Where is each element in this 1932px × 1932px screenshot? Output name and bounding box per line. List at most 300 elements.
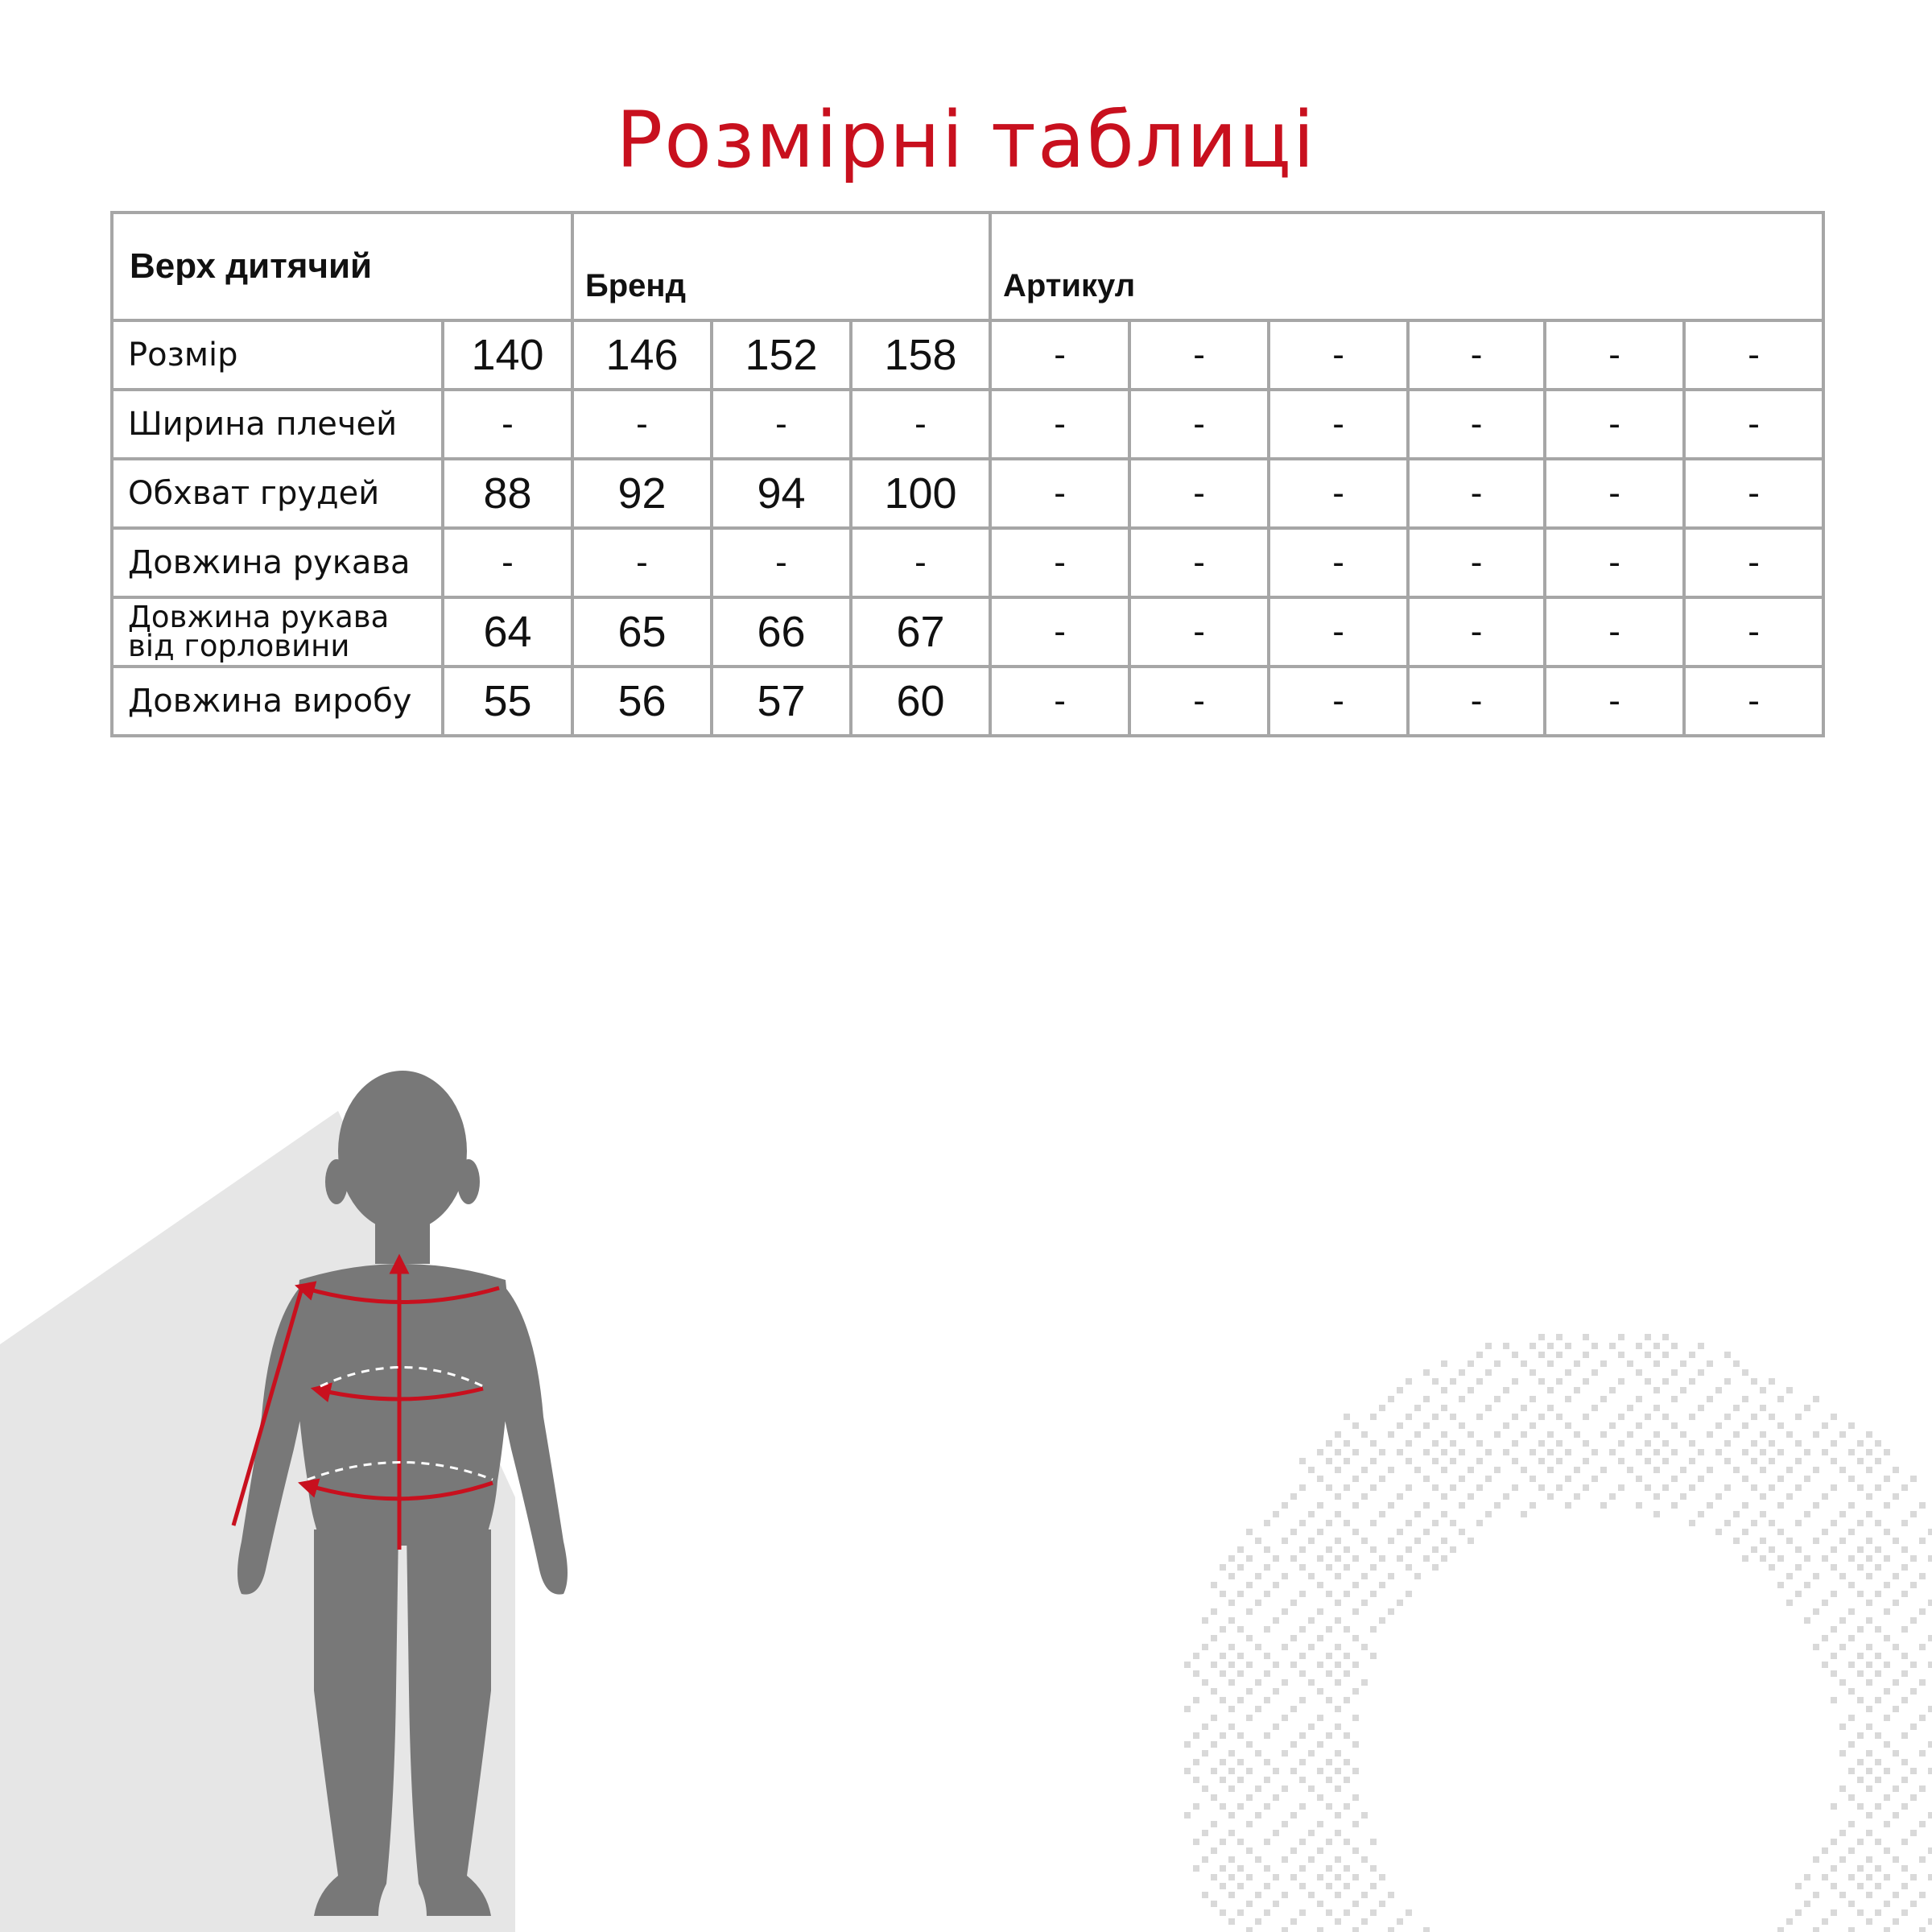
ornament-pixel bbox=[1335, 1892, 1341, 1898]
ornament-pixel bbox=[1255, 1812, 1261, 1818]
row-label-size: Розмір bbox=[112, 320, 443, 390]
ornament-pixel bbox=[1530, 1396, 1536, 1402]
ornament-pixel bbox=[1220, 1839, 1226, 1845]
ornament-pixel bbox=[1512, 1440, 1518, 1447]
ornament-pixel bbox=[1804, 1582, 1810, 1588]
ornament-pixel bbox=[1406, 1546, 1412, 1553]
ornament-pixel bbox=[1308, 1856, 1315, 1863]
ornament-pixel bbox=[1193, 1839, 1199, 1845]
table-cell: - bbox=[1684, 320, 1823, 390]
ornament-pixel bbox=[1317, 1635, 1323, 1641]
ornament-pixel bbox=[1565, 1476, 1571, 1482]
ornament-pixel bbox=[1299, 1732, 1306, 1739]
ornament-pixel bbox=[1769, 1564, 1775, 1571]
ornament-pixel bbox=[1388, 1467, 1394, 1473]
ornament-pixel bbox=[1769, 1484, 1775, 1491]
article-label: Артикул bbox=[990, 213, 1823, 320]
ornament-pixel bbox=[1760, 1449, 1766, 1455]
ornament-pixel bbox=[1432, 1520, 1439, 1526]
ornament-pixel bbox=[1574, 1387, 1580, 1393]
ornament-pixel bbox=[1326, 1732, 1332, 1739]
ornament-pixel bbox=[1901, 1546, 1908, 1553]
ornament-pixel bbox=[1468, 1467, 1474, 1473]
ornament-pixel bbox=[1848, 1449, 1855, 1455]
table-cell: - bbox=[1129, 390, 1269, 459]
ornament-pixel bbox=[1317, 1715, 1323, 1721]
table-cell: - bbox=[1269, 390, 1408, 459]
ornament-pixel bbox=[1370, 1520, 1377, 1526]
ornament-pixel bbox=[1317, 1847, 1323, 1854]
ornament-pixel bbox=[1450, 1378, 1456, 1385]
ornament-pixel bbox=[1733, 1538, 1740, 1544]
ornament-pixel bbox=[1866, 1856, 1872, 1863]
ornament-pixel bbox=[1742, 1396, 1748, 1402]
ornament-pixel bbox=[1901, 1865, 1908, 1872]
table-cell: - bbox=[572, 528, 712, 597]
ornament-pixel bbox=[1476, 1352, 1483, 1358]
ornament-pixel bbox=[1742, 1369, 1748, 1376]
ornament-pixel bbox=[1618, 1378, 1624, 1385]
ornament-pixel bbox=[1848, 1847, 1855, 1854]
ornament-pixel bbox=[1441, 1511, 1447, 1517]
ornament-pixel bbox=[1406, 1520, 1412, 1526]
ornament-pixel bbox=[1884, 1901, 1890, 1907]
ornament-pixel bbox=[1689, 1352, 1695, 1358]
ornament-pixel bbox=[1839, 1856, 1846, 1863]
ornament-pixel bbox=[1928, 1812, 1932, 1818]
ornament-pixel bbox=[1202, 1830, 1208, 1836]
ornament-pixel bbox=[1299, 1670, 1306, 1677]
ornament-pixel bbox=[1822, 1847, 1828, 1854]
ornament-pixel bbox=[1875, 1564, 1881, 1571]
ornament-pixel bbox=[1326, 1865, 1332, 1872]
ornament-pixel bbox=[1530, 1449, 1536, 1455]
ornament-pixel bbox=[1724, 1352, 1731, 1358]
ornament-pixel bbox=[1299, 1759, 1306, 1765]
ornament-pixel bbox=[1237, 1626, 1244, 1633]
ornament-pixel bbox=[1760, 1387, 1766, 1393]
ornament-pixel bbox=[1530, 1369, 1536, 1376]
ornament-pixel bbox=[1264, 1546, 1270, 1553]
table-cell: - bbox=[1684, 459, 1823, 528]
ornament-pixel bbox=[1893, 1750, 1899, 1757]
ornament-pixel bbox=[1822, 1449, 1828, 1455]
ornament-pixel bbox=[1609, 1387, 1616, 1393]
ornament-pixel bbox=[1193, 1803, 1199, 1810]
ornament-pixel bbox=[1237, 1670, 1244, 1677]
ornament-pixel bbox=[1494, 1467, 1501, 1473]
ornament-pixel bbox=[1317, 1476, 1323, 1482]
ornament-pixel bbox=[1228, 1662, 1235, 1668]
ornament-pixel bbox=[1627, 1360, 1633, 1367]
ornament-pixel bbox=[1795, 1909, 1802, 1916]
ornament-pixel bbox=[1680, 1493, 1686, 1500]
ornament-pixel bbox=[1317, 1874, 1323, 1880]
ornament-pixel bbox=[1530, 1343, 1536, 1349]
ornament-pixel bbox=[1901, 1591, 1908, 1597]
ornament-pixel bbox=[1423, 1502, 1430, 1509]
ornament-pixel bbox=[1388, 1396, 1394, 1402]
ornament-pixel bbox=[1901, 1803, 1908, 1810]
ornament-pixel bbox=[1255, 1856, 1261, 1863]
ornament-pixel bbox=[1220, 1697, 1226, 1703]
ornament-pixel bbox=[1884, 1821, 1890, 1827]
ornament-pixel bbox=[1290, 1812, 1297, 1818]
ornament-pixel bbox=[1742, 1422, 1748, 1429]
ornament-pixel bbox=[1432, 1378, 1439, 1385]
ornament-pixel bbox=[1901, 1697, 1908, 1703]
ornament-pixel bbox=[1769, 1378, 1775, 1385]
ornament-pixel bbox=[1901, 1732, 1908, 1739]
ornament-pixel bbox=[1184, 1662, 1191, 1668]
table-cell: 57 bbox=[712, 667, 851, 736]
ornament-pixel bbox=[1662, 1334, 1669, 1340]
ornament-pixel bbox=[1335, 1785, 1341, 1792]
ornament-pixel bbox=[1556, 1334, 1563, 1340]
ornament-pixel bbox=[1344, 1458, 1350, 1464]
ornament-pixel bbox=[1910, 1768, 1917, 1774]
ornament-pixel bbox=[1228, 1600, 1235, 1606]
ornament-pixel bbox=[1246, 1555, 1253, 1562]
ornament-pixel bbox=[1547, 1343, 1554, 1349]
ornament-pixel bbox=[1760, 1511, 1766, 1517]
ornament-pixel bbox=[1308, 1644, 1315, 1650]
ornament-pixel bbox=[1344, 1564, 1350, 1571]
ornament-pixel bbox=[1742, 1502, 1748, 1509]
ornament-pixel bbox=[1290, 1493, 1297, 1500]
table-cell: 66 bbox=[712, 597, 851, 667]
ornament-pixel bbox=[1627, 1405, 1633, 1411]
ornament-pixel bbox=[1352, 1874, 1359, 1880]
ornament-pixel bbox=[1361, 1918, 1368, 1925]
ornament-pixel bbox=[1875, 1591, 1881, 1597]
table-row bbox=[112, 320, 1823, 390]
ornament-pixel bbox=[1237, 1697, 1244, 1703]
ornament-pixel bbox=[1901, 1909, 1908, 1916]
ornament-pixel bbox=[1255, 1600, 1261, 1606]
ornament-pixel bbox=[1335, 1856, 1341, 1863]
ornament-pixel bbox=[1282, 1821, 1288, 1827]
ornament-pixel bbox=[1273, 1830, 1279, 1836]
ornament-pixel bbox=[1202, 1750, 1208, 1757]
ornament-pixel bbox=[1352, 1449, 1359, 1455]
ornament-pixel bbox=[1264, 1883, 1270, 1889]
table-cell: - bbox=[990, 390, 1129, 459]
ornament-pixel bbox=[1211, 1901, 1217, 1907]
ornament-pixel bbox=[1901, 1777, 1908, 1783]
ornament-pixel bbox=[1335, 1600, 1341, 1606]
ornament-pixel bbox=[1831, 1697, 1837, 1703]
ornament-pixel bbox=[1290, 1741, 1297, 1748]
ornament-pixel bbox=[1707, 1396, 1713, 1402]
ornament-pixel bbox=[1831, 1839, 1837, 1845]
ornament-pixel bbox=[1255, 1706, 1261, 1712]
ornament-pixel bbox=[1689, 1458, 1695, 1464]
ornament-pixel bbox=[1370, 1909, 1377, 1916]
ornament-pixel bbox=[1556, 1440, 1563, 1447]
table-cell: - bbox=[1684, 528, 1823, 597]
ornament-pixel bbox=[1698, 1511, 1704, 1517]
ornament-pixel bbox=[1344, 1839, 1350, 1845]
ornament-pixel bbox=[1839, 1538, 1846, 1544]
ornament-pixel bbox=[1645, 1378, 1651, 1385]
ornament-pixel bbox=[1636, 1476, 1642, 1482]
ornament-pixel bbox=[1308, 1785, 1315, 1792]
ornament-pixel bbox=[1583, 1458, 1589, 1464]
ornament-pixel bbox=[1299, 1865, 1306, 1872]
ornament-pixel bbox=[1184, 1812, 1191, 1818]
ornament-pixel bbox=[1246, 1688, 1253, 1695]
ornament-pixel bbox=[1379, 1874, 1385, 1880]
ornament-pixel bbox=[1733, 1431, 1740, 1438]
ornament-pixel bbox=[1202, 1785, 1208, 1792]
ornament-pixel bbox=[1512, 1458, 1518, 1464]
ornament-pixel bbox=[1866, 1493, 1872, 1500]
ornament-pixel bbox=[1875, 1653, 1881, 1659]
ornament-pixel bbox=[1698, 1449, 1704, 1455]
ornament-pixel bbox=[1282, 1892, 1288, 1898]
ornament-pixel bbox=[1211, 1582, 1217, 1588]
ornament-pixel bbox=[1928, 1741, 1932, 1748]
ornament-pixel bbox=[1538, 1334, 1545, 1340]
ornament-pixel bbox=[1335, 1662, 1341, 1668]
ornament-pixel bbox=[1494, 1431, 1501, 1438]
ornament-pixel bbox=[1822, 1874, 1828, 1880]
ornament-pixel bbox=[1804, 1405, 1810, 1411]
ornament-pixel bbox=[1441, 1431, 1447, 1438]
ornament-pixel bbox=[1910, 1794, 1917, 1801]
ornament-pixel bbox=[1583, 1440, 1589, 1447]
ornament-pixel bbox=[1919, 1573, 1926, 1579]
ornament-pixel bbox=[1423, 1476, 1430, 1482]
ornament-pixel bbox=[1317, 1794, 1323, 1801]
ornament-pixel bbox=[1857, 1484, 1864, 1491]
ornament-pixel bbox=[1326, 1909, 1332, 1916]
ornament-pixel bbox=[1928, 1918, 1932, 1925]
ornament-pixel bbox=[1352, 1608, 1359, 1615]
ornament-pixel bbox=[1344, 1546, 1350, 1553]
table-cell: - bbox=[1545, 597, 1684, 667]
ornament-pixel bbox=[1202, 1617, 1208, 1624]
ornament-pixel bbox=[1618, 1484, 1624, 1491]
ornament-pixel bbox=[1388, 1573, 1394, 1579]
ornament-pixel bbox=[1857, 1777, 1864, 1783]
ornament-pixel bbox=[1831, 1865, 1837, 1872]
ornament-pixel bbox=[1574, 1360, 1580, 1367]
ornament-pixel bbox=[1786, 1493, 1793, 1500]
ornament-pixel bbox=[1441, 1467, 1447, 1473]
ornament-pixel bbox=[1273, 1617, 1279, 1624]
ornament-pixel bbox=[1228, 1892, 1235, 1898]
ornament-pixel bbox=[1547, 1431, 1554, 1438]
ornament-pixel bbox=[1928, 1529, 1932, 1535]
ornament-pixel bbox=[1671, 1369, 1678, 1376]
ornament-pixel bbox=[1547, 1387, 1554, 1393]
ornament-pixel bbox=[1653, 1431, 1660, 1438]
ornament-pixel bbox=[1901, 1759, 1908, 1765]
ornament-pixel bbox=[1255, 1573, 1261, 1579]
ornament-pixel bbox=[1335, 1467, 1341, 1473]
ornament-pixel bbox=[1777, 1582, 1784, 1588]
ornament-pixel bbox=[1884, 1608, 1890, 1615]
ornament-pixel bbox=[1352, 1847, 1359, 1854]
ornament-pixel bbox=[1919, 1502, 1926, 1509]
ornament-pixel bbox=[1530, 1502, 1536, 1509]
category-label: Верх дитячий bbox=[112, 213, 572, 320]
ornament-pixel bbox=[1857, 1909, 1864, 1916]
ornament-pixel bbox=[1556, 1414, 1563, 1420]
ornament-pixel bbox=[1884, 1715, 1890, 1721]
ornament-pixel bbox=[1220, 1626, 1226, 1633]
ornament-pixel bbox=[1326, 1883, 1332, 1889]
table-cell: 94 bbox=[712, 459, 851, 528]
ornament-pixel bbox=[1742, 1529, 1748, 1535]
ornament-pixel bbox=[1228, 1874, 1235, 1880]
ornament-pixel bbox=[1264, 1732, 1270, 1739]
ornament-pixel bbox=[1282, 1538, 1288, 1544]
ornament-pixel bbox=[1813, 1431, 1819, 1438]
ornament-pixel bbox=[1804, 1555, 1810, 1562]
ornament-pixel bbox=[1441, 1360, 1447, 1367]
ornament-pixel bbox=[1308, 1679, 1315, 1686]
ornament-pixel bbox=[1857, 1626, 1864, 1633]
ornament-pixel bbox=[1724, 1378, 1731, 1385]
ornament-pixel bbox=[1388, 1927, 1394, 1932]
ornament-pixel bbox=[1282, 1715, 1288, 1721]
ornament-pixel bbox=[1866, 1538, 1872, 1544]
ornament-pixel bbox=[1246, 1768, 1253, 1774]
ornament-pixel bbox=[1290, 1768, 1297, 1774]
ornament-pixel bbox=[1299, 1883, 1306, 1889]
ornament-pixel bbox=[1228, 1724, 1235, 1730]
ornament-pixel bbox=[1220, 1803, 1226, 1810]
ornament-pixel bbox=[1211, 1662, 1217, 1668]
ornament-pixel bbox=[1813, 1856, 1819, 1863]
ornament-pixel bbox=[1361, 1644, 1368, 1650]
ornament-pixel bbox=[1432, 1564, 1439, 1571]
ornament-pixel bbox=[1919, 1608, 1926, 1615]
ornament-pixel bbox=[1282, 1679, 1288, 1686]
ornament-pixel bbox=[1724, 1440, 1731, 1447]
ornament-pixel bbox=[1220, 1653, 1226, 1659]
ornament-pixel bbox=[1866, 1467, 1872, 1473]
ornament-pixel bbox=[1857, 1440, 1864, 1447]
ornament-pixel bbox=[1875, 1484, 1881, 1491]
ornament-pixel bbox=[1317, 1821, 1323, 1827]
ornament-pixel bbox=[1733, 1467, 1740, 1473]
ornament-pixel bbox=[1476, 1458, 1483, 1464]
ornament-pixel bbox=[1893, 1644, 1899, 1650]
ornament-pixel bbox=[1290, 1529, 1297, 1535]
ornament-pixel bbox=[1875, 1909, 1881, 1916]
ornament-pixel bbox=[1220, 1670, 1226, 1677]
ornament-pixel bbox=[1459, 1422, 1465, 1429]
table-cell: 152 bbox=[712, 320, 851, 390]
table-cell: 56 bbox=[572, 667, 712, 736]
ornament-pixel bbox=[1282, 1785, 1288, 1792]
ornament-pixel bbox=[1751, 1440, 1757, 1447]
table-cell: - bbox=[1129, 667, 1269, 736]
ornament-pixel bbox=[1335, 1768, 1341, 1774]
ornament-pixel bbox=[1264, 1626, 1270, 1633]
ornament-pixel bbox=[1777, 1529, 1784, 1535]
ornament-pixel bbox=[1565, 1502, 1571, 1509]
ornament-pixel bbox=[1335, 1511, 1341, 1517]
ornament-pixel bbox=[1636, 1343, 1642, 1349]
ornament-pixel bbox=[1370, 1458, 1377, 1464]
ornament-pixel bbox=[1530, 1422, 1536, 1429]
ornament-pixel bbox=[1344, 1697, 1350, 1703]
table-cell: - bbox=[1545, 320, 1684, 390]
ornament-pixel bbox=[1636, 1422, 1642, 1429]
ornament-pixel bbox=[1237, 1591, 1244, 1597]
ornament-pixel bbox=[1282, 1502, 1288, 1509]
ornament-pixel bbox=[1742, 1449, 1748, 1455]
ornament-pixel bbox=[1264, 1564, 1270, 1571]
ornament-pixel bbox=[1264, 1520, 1270, 1526]
ornament-pixel bbox=[1928, 1662, 1932, 1668]
ornament-pixel bbox=[1565, 1449, 1571, 1455]
ornament-pixel bbox=[1919, 1644, 1926, 1650]
ornament-pixel bbox=[1193, 1865, 1199, 1872]
ornament-pixel bbox=[1893, 1679, 1899, 1686]
ornament-pixel bbox=[1919, 1785, 1926, 1792]
ornament-pixel bbox=[1220, 1865, 1226, 1872]
ornament-pixel bbox=[1609, 1422, 1616, 1429]
ornament-pixel bbox=[1290, 1874, 1297, 1880]
ornament-pixel bbox=[1786, 1387, 1793, 1393]
ornament-pixel bbox=[1875, 1883, 1881, 1889]
ornament-pixel bbox=[1600, 1431, 1607, 1438]
ornament-pixel bbox=[1352, 1821, 1359, 1827]
ornament-pixel bbox=[1246, 1901, 1253, 1907]
ornament-pixel bbox=[1556, 1378, 1563, 1385]
ornament-pixel bbox=[1831, 1564, 1837, 1571]
ornament-pixel bbox=[1565, 1343, 1571, 1349]
ornament-pixel bbox=[1193, 1653, 1199, 1659]
table-row bbox=[112, 528, 1823, 597]
ornament-pixel bbox=[1645, 1414, 1651, 1420]
ornament-pixel bbox=[1795, 1484, 1802, 1491]
ornament-pixel bbox=[1432, 1484, 1439, 1491]
ornament-pixel bbox=[1370, 1546, 1377, 1553]
ornament-pixel bbox=[1512, 1484, 1518, 1491]
ornament-pixel bbox=[1813, 1538, 1819, 1544]
ornament-pixel bbox=[1662, 1414, 1669, 1420]
ornament-pixel bbox=[1246, 1847, 1253, 1854]
ornament-pixel bbox=[1662, 1440, 1669, 1447]
ornament-pixel bbox=[1875, 1759, 1881, 1765]
table-cell: - bbox=[1684, 390, 1823, 459]
ornament-pixel bbox=[1822, 1662, 1828, 1668]
ornament-pixel bbox=[1264, 1653, 1270, 1659]
ornament-pixel bbox=[1211, 1741, 1217, 1748]
ornament-pixel bbox=[1928, 1768, 1932, 1774]
ornament-pixel bbox=[1848, 1927, 1855, 1932]
ornament-pixel bbox=[1875, 1839, 1881, 1845]
ornament-pixel bbox=[1760, 1555, 1766, 1562]
ornament-pixel bbox=[1901, 1839, 1908, 1845]
ornament-pixel bbox=[1352, 1422, 1359, 1429]
ornament-pixel bbox=[1317, 1608, 1323, 1615]
table-row bbox=[112, 459, 1823, 528]
table-cell: 67 bbox=[851, 597, 990, 667]
ornament-pixel bbox=[1919, 1821, 1926, 1827]
table-cell: - bbox=[1545, 667, 1684, 736]
ornament-pixel bbox=[1777, 1927, 1784, 1932]
ornament-pixel bbox=[1299, 1803, 1306, 1810]
ornament-pixel bbox=[1848, 1635, 1855, 1641]
